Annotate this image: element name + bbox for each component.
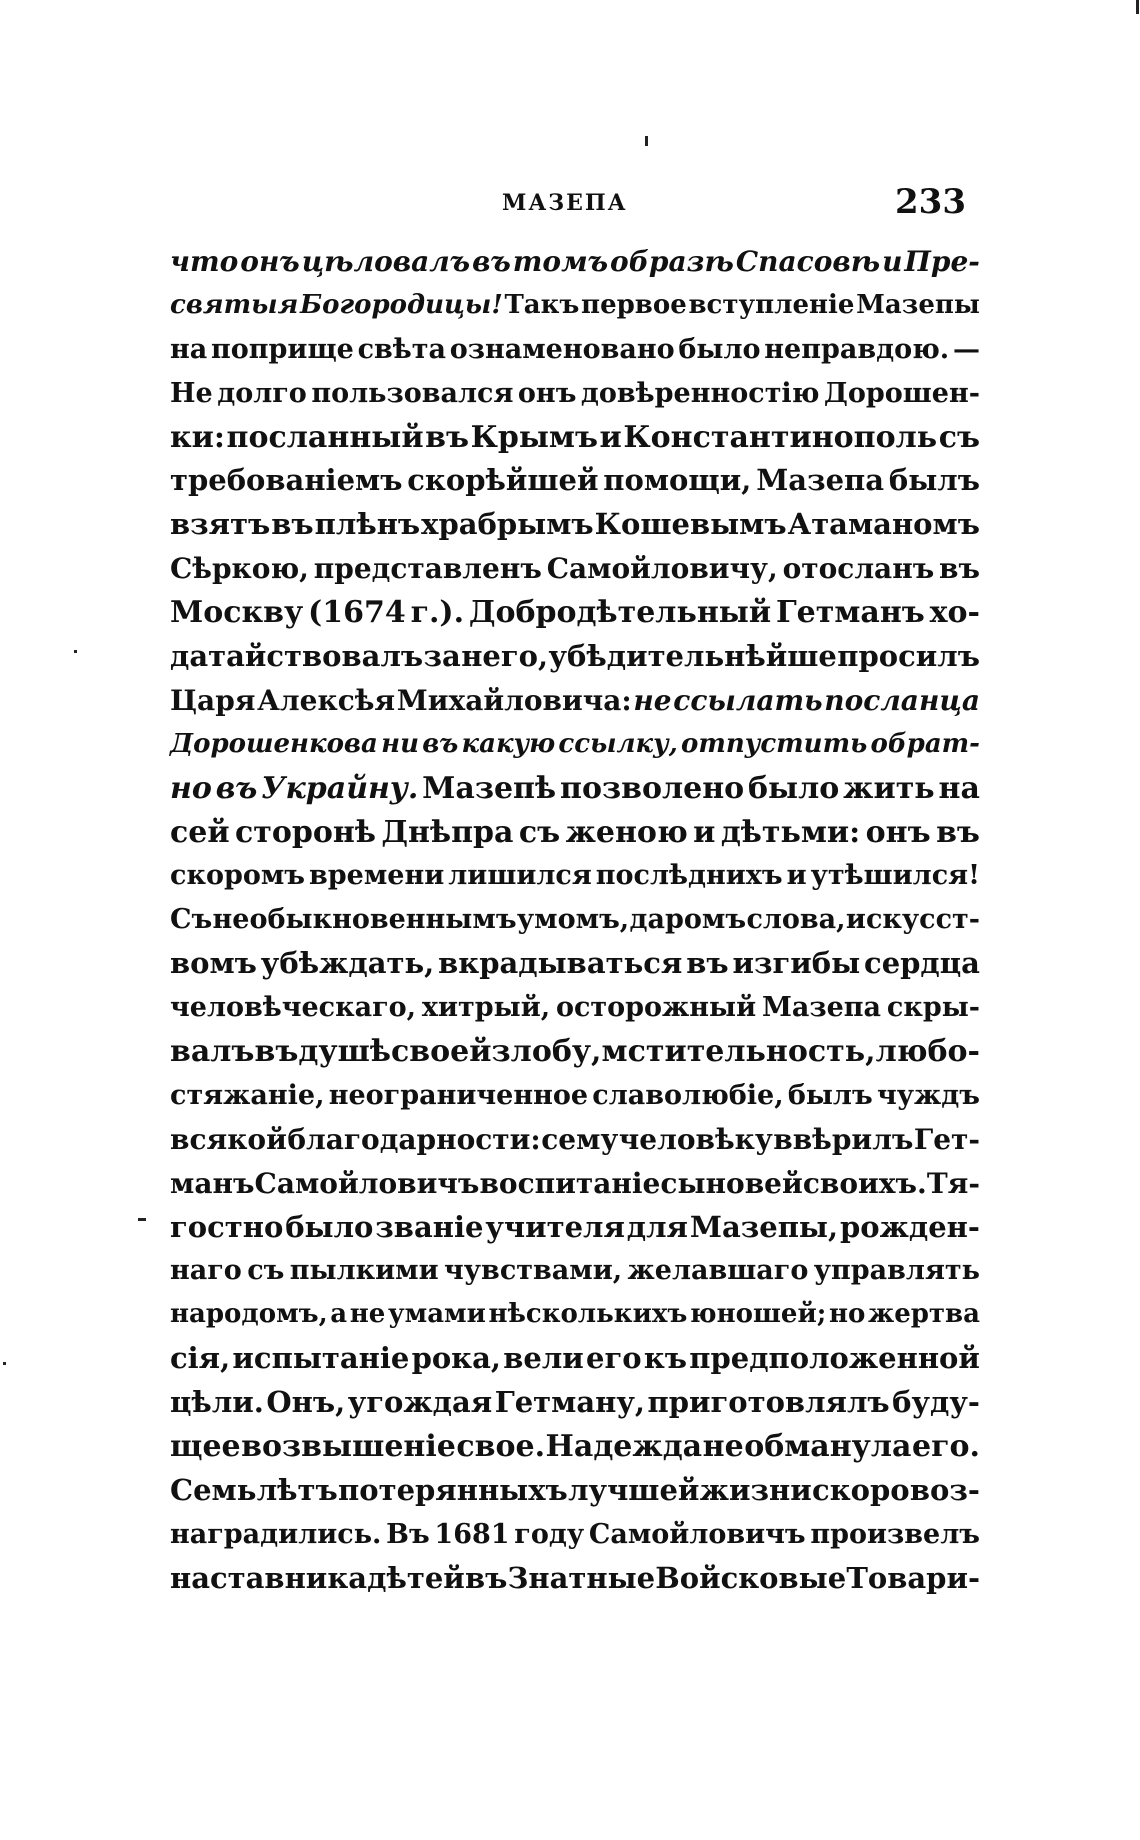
word: своей [391, 1034, 492, 1070]
word: ознаменовано [449, 333, 675, 365]
word: Гетманъ [775, 595, 925, 631]
word: скоро [812, 1472, 910, 1507]
word: въ [936, 814, 980, 850]
text-line-10 [170, 635, 980, 679]
word: поприще [211, 333, 354, 365]
word: въ [215, 770, 258, 806]
word: было [678, 333, 761, 365]
word: наго [170, 1255, 242, 1287]
text-line-30 [170, 1513, 980, 1557]
word: Гет- [913, 1122, 980, 1156]
ink-mark-top [645, 136, 648, 146]
word: человѣческаго, [170, 992, 417, 1024]
word: нѣсколькихъ [488, 1299, 688, 1330]
word: хо- [929, 595, 980, 631]
word: жертва [867, 1299, 980, 1330]
word: вели [503, 1341, 584, 1376]
word: но [828, 1299, 866, 1330]
word: Михайловича: [396, 683, 632, 717]
word: произвелъ [810, 1518, 980, 1550]
word: сему [541, 1122, 619, 1156]
running-head: МАЗЕПА [502, 190, 628, 216]
word: послѣднихъ [595, 860, 783, 892]
word: требованіемъ [170, 463, 403, 498]
word: Самойловичъ [254, 1166, 480, 1200]
word: позволено [559, 770, 745, 806]
word: юношей; [689, 1299, 827, 1330]
word: Мазепы, [689, 1209, 839, 1244]
word: долго [217, 377, 307, 409]
word: своихъ. [802, 1166, 927, 1200]
text-line-21 [170, 1118, 980, 1162]
word: въ [425, 419, 470, 455]
word: и [882, 245, 903, 278]
word: Спасовѣ [735, 245, 881, 278]
word: томъ [512, 245, 609, 278]
word: Мазепа [756, 463, 885, 498]
word: Надежда [545, 1429, 703, 1465]
word: приготовлялъ [647, 1385, 890, 1420]
word: на [938, 770, 980, 806]
word: Семь [170, 1472, 257, 1507]
word: Тя- [926, 1166, 980, 1200]
word: умомъ, [516, 904, 630, 936]
word: Богородицы! [299, 289, 503, 320]
word: — [952, 333, 980, 365]
word: манъ [170, 1166, 255, 1200]
word: ки: [170, 419, 225, 455]
text-line-18 [170, 986, 980, 1030]
word: г.). [410, 595, 465, 631]
word: Знатные [507, 1560, 656, 1595]
word: было [748, 770, 840, 806]
word: а [330, 1299, 348, 1330]
word: потерянныхъ [338, 1472, 568, 1507]
word: воз- [909, 1472, 980, 1507]
word: былъ [787, 1079, 873, 1111]
word: году [514, 1518, 585, 1550]
word: искусст- [845, 904, 980, 936]
word: слова, [746, 904, 846, 936]
text-line-16 [170, 898, 980, 942]
word: лишился [448, 860, 592, 892]
word: Сѣркою, [170, 552, 309, 586]
word: воспитаніе [479, 1166, 661, 1200]
word: Не [170, 377, 213, 409]
word: изгибы [732, 946, 861, 981]
word: храбрымъ [421, 507, 594, 542]
text-line-6 [170, 459, 980, 503]
word: убѣждать, [260, 946, 435, 981]
text-line-19 [170, 1030, 980, 1074]
word: Дорошен- [823, 377, 980, 409]
text-line-28 [170, 1425, 980, 1469]
word: помощи, [603, 463, 752, 498]
word: щее [170, 1429, 241, 1465]
text-line-14 [170, 811, 980, 855]
word: въ [422, 728, 459, 759]
word: для [626, 1209, 688, 1244]
word: Добродѣтельный [468, 595, 772, 631]
word: Товари- [846, 1560, 980, 1595]
word: въ [254, 1034, 299, 1070]
text-line-27 [170, 1381, 980, 1425]
word: всякой [170, 1122, 287, 1156]
text-line-31 [170, 1557, 980, 1601]
text-line-24 [170, 1249, 980, 1293]
word: и [786, 860, 807, 892]
word: необыкновеннымъ [212, 904, 517, 936]
word: цѣловалъ [301, 245, 471, 278]
word: Мазепѣ [422, 770, 557, 806]
word: Константинополь [623, 419, 938, 455]
word: благодарности: [287, 1122, 541, 1156]
word: его [586, 1341, 642, 1376]
word: жить [843, 770, 935, 806]
word: возвышеніе [241, 1429, 456, 1465]
word: сей [170, 814, 230, 850]
word: обманула [744, 1429, 912, 1465]
word: чувствами, [444, 1255, 623, 1287]
word: къ [643, 1341, 688, 1376]
word: не [349, 1299, 386, 1330]
word: на [170, 333, 208, 365]
word: ссылку, [558, 728, 678, 759]
word: угождая [347, 1385, 493, 1420]
ink-speck-left [74, 650, 77, 653]
word: человѣку [618, 1122, 773, 1156]
word: него, [461, 639, 549, 674]
word: утѣшился! [810, 860, 980, 892]
word: датайствовалъ [170, 639, 424, 674]
word: ввѣрилъ [773, 1122, 914, 1156]
text-line-13 [170, 767, 980, 811]
word: свѣта [357, 333, 446, 365]
ink-dash-left [138, 1218, 146, 1221]
word: онъ [865, 814, 931, 850]
word: представленъ [313, 552, 542, 586]
word: наградились. [170, 1518, 382, 1550]
word: душѣ [298, 1034, 391, 1070]
word: Самойловичу, [546, 552, 778, 586]
word: посланный [226, 419, 424, 455]
word: съ [247, 1255, 285, 1287]
word: рока, [411, 1341, 502, 1376]
word: вомъ [170, 946, 257, 981]
word: валъ [170, 1034, 255, 1070]
text-line-2 [170, 284, 980, 328]
word: просилъ [837, 639, 980, 674]
word: и [693, 814, 716, 850]
word: не [633, 683, 672, 717]
word: съ [518, 814, 561, 850]
word: не [702, 1429, 744, 1465]
word: Самойловичъ [588, 1518, 806, 1550]
word: неправдою. [764, 333, 950, 365]
word: Атаманомъ [787, 507, 980, 542]
word: сердца [864, 946, 980, 981]
word: какую [461, 728, 556, 759]
word: онъ [240, 245, 300, 278]
word: былъ [888, 463, 980, 498]
word: Мазепы [856, 289, 980, 320]
word: Кошевымъ [594, 507, 787, 542]
word: (1674 [308, 595, 406, 631]
word: предположенной [689, 1341, 980, 1376]
text-line-29 [170, 1469, 980, 1513]
word: стяжаніе, [170, 1079, 325, 1111]
word: сыновей [660, 1166, 803, 1200]
text-line-25 [170, 1293, 980, 1337]
word: было [285, 1209, 374, 1244]
ink-speck-left-edge [3, 1362, 6, 1365]
word: Въ [386, 1518, 430, 1550]
word: лучшей [568, 1472, 700, 1507]
text-line-1 [170, 240, 980, 284]
word: что [170, 245, 239, 278]
word: отпустить [681, 728, 868, 759]
body-text [170, 240, 980, 1601]
word: плѣнъ [314, 507, 421, 542]
word: Украйну. [261, 770, 419, 806]
word: мстительность, [601, 1034, 876, 1070]
text-line-20 [170, 1074, 980, 1118]
word: посланца [824, 683, 980, 717]
word: святыя [170, 289, 299, 320]
word: обрат- [870, 728, 980, 759]
word: хитрый, [421, 992, 551, 1024]
word: жизни [699, 1472, 812, 1507]
word: Съ [170, 904, 213, 936]
word: но [170, 770, 212, 806]
word: первое [581, 289, 687, 320]
text-line-7 [170, 503, 980, 547]
word: желавшаго [627, 1255, 809, 1287]
text-line-22 [170, 1162, 980, 1206]
word: пылкими [289, 1255, 439, 1287]
word: убѣдительнѣйше [548, 639, 837, 674]
text-line-4 [170, 372, 980, 416]
word: скорѣйшей [407, 463, 599, 498]
page-header [170, 182, 970, 232]
word: званіе [375, 1209, 484, 1244]
word: неограниченное [328, 1079, 589, 1111]
word: Царя [170, 683, 256, 717]
word: вступленіе [688, 289, 855, 320]
word: Алексѣя [257, 683, 396, 717]
text-line-17 [170, 942, 980, 986]
word: его. [912, 1429, 980, 1465]
word: любо- [875, 1034, 980, 1070]
text-line-5 [170, 416, 980, 460]
word: злобу, [491, 1034, 602, 1070]
word: даромъ [629, 904, 747, 936]
text-line-15 [170, 854, 980, 898]
word: умами [387, 1299, 486, 1330]
word: отосланъ [782, 552, 935, 586]
word: Москву [170, 595, 304, 631]
word: сторонѣ [235, 814, 376, 850]
text-line-26 [170, 1337, 980, 1381]
word: Гетману, [494, 1385, 645, 1420]
word: пользовался [311, 377, 514, 409]
word: лѣтъ [256, 1472, 338, 1507]
word: учителя [485, 1209, 625, 1244]
word: и [599, 419, 622, 455]
word: Войсковые [655, 1560, 847, 1595]
word: дѣтьми: [720, 814, 861, 850]
text-line-23 [170, 1206, 980, 1250]
word: въ [939, 552, 980, 586]
ink-mark-right-edge [1136, 0, 1139, 14]
word: Такъ [504, 289, 580, 320]
word: сія, [170, 1341, 231, 1376]
word: Днѣпра [381, 814, 514, 850]
page-number: 233 [895, 182, 966, 222]
word: за [423, 639, 461, 674]
word: Дорошенкова [170, 728, 378, 759]
word: Мазепа [761, 992, 882, 1024]
word: скоромъ [170, 860, 305, 892]
word: управлять [813, 1255, 980, 1287]
word: дѣтей [367, 1560, 465, 1595]
word: довѣренностію [580, 377, 820, 409]
word: образѣ [610, 245, 734, 278]
word: 1681 [434, 1518, 510, 1550]
word: взятъ [170, 507, 271, 542]
text-line-8 [170, 547, 980, 591]
word: свое. [456, 1429, 546, 1465]
word: гостно [170, 1209, 284, 1244]
word: въ [686, 946, 729, 981]
word: вкрадываться [438, 946, 683, 981]
word: въ [271, 507, 314, 542]
text-line-9 [170, 591, 980, 635]
word: скры- [886, 992, 980, 1024]
word: осторожный [555, 992, 757, 1024]
word: въ [464, 1560, 508, 1595]
word: времени [309, 860, 445, 892]
word: въ [472, 245, 511, 278]
word: буду- [892, 1385, 980, 1420]
word: ссылать [673, 683, 823, 717]
text-line-11 [170, 679, 980, 723]
text-line-3 [170, 328, 980, 372]
text-line-12 [170, 723, 980, 767]
word: цѣли. [170, 1385, 264, 1420]
word: чуждъ [876, 1079, 980, 1111]
word: испытаніе [232, 1341, 410, 1376]
word: женою [565, 814, 688, 850]
word: Крымъ [470, 419, 598, 455]
word: рожден- [839, 1209, 980, 1244]
word: ни [381, 728, 419, 759]
word: Пре- [904, 245, 980, 278]
word: съ [938, 419, 980, 455]
word: Онъ, [266, 1385, 346, 1420]
word: славолюбіе, [592, 1079, 784, 1111]
word: народомъ, [170, 1299, 328, 1330]
word: наставника [170, 1560, 368, 1595]
word: онъ [517, 377, 577, 409]
